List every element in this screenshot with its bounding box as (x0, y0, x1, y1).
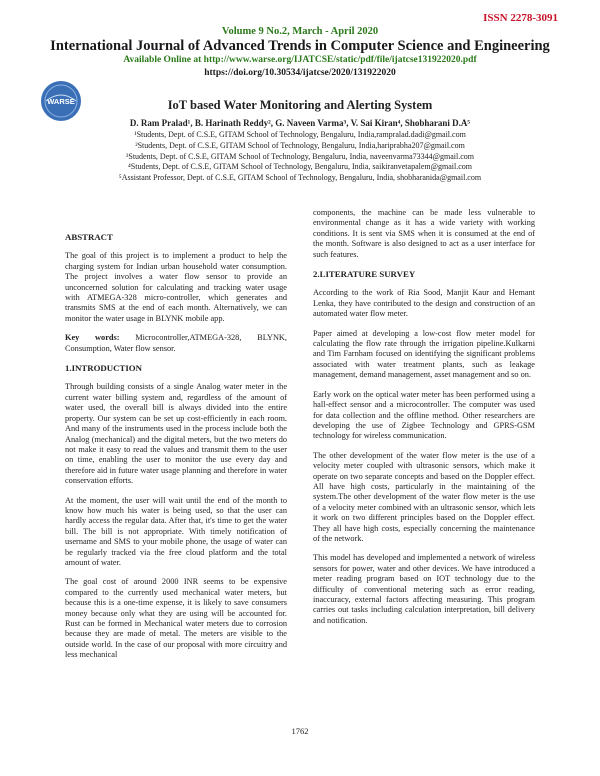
doi-link[interactable]: https://doi.org/10.30534/ijatcse/2020/131922020 (204, 68, 396, 78)
keywords (65, 333, 287, 354)
abstract-text: The goal of this project is to implement a product to help the charging system for Indian urban household water consumption. The project involves a water flow sensor to provide an unconcerned solution for calculating and tracking water usage with ATMEGA-328 micro-controller, which generates and transmits SMS at the end of each month. Alternatively, we can monitor the water usage in BLYNK mobile app. (65, 251, 287, 323)
issn-label: ISSN 2278-3091 (483, 12, 558, 24)
right-column (313, 208, 535, 635)
intro-paragraph-3: The goal cost of around 2000 INR seems to be expensive compared to the currently used mechanical water meters, but because this is a one-time expense, it is likely to save consumers money because only what they are using will be accounted for. Rust can be formed in Mechanical water meters due to corrosion because they are made of metal. The meters are visible to the outside world. In the case of our proposal with more circuitry and less mechanical (65, 577, 287, 660)
affiliation-3: ³Students, Dept. of C.S.E, GITAM School of Technology, Bengaluru, India, naveenvarma73344@gmail.com (125, 151, 475, 161)
literature-paragraph-3: Early work on the optical water meter has been performed using a hall-effect sensor and a microcontroller. The computer was used for data collection and the offline method. Other researchers are developing the use of Zigbee Technology and GPRS-GSM technology for wireless communication. (313, 389, 535, 441)
availability-link[interactable]: Available Online at http://www.warse.org/IJATCSE/static/pdf/file/ijatcse131922020.pdf (123, 55, 477, 65)
literature-paragraph-4: The other development of the water flow meter is the use of a velocity meter coupled with ultrasonic sensors, which make it operate on two separate concepts and based on the Doppler effect. All have high costs, particularly in the maintaining of the system.The other development of the water flow meter is the use of a velocity meter combined with an ultrasonic sensor, which lets it work on two different principles based on the Doppler effect. They all have high costs, especially concerning the maintenance of the network. (313, 450, 535, 543)
intro-paragraph-2: At the moment, the user will wait until the end of the month to know how much his water is being used, so that the user can hardly access the regular data. After that, it's time to get the water bill. The bill is not appropriate. With timely notification of username and SMS to your mobile phone, the usage of water can be regularly tracked via the free cloud platform and the total amount of water. (65, 495, 287, 567)
author-list: D. Ram Pralad¹, B. Harinath Reddy², G. Naveen Varma³, V. Sai Kiran⁴, Shobharani D.A⁵ (129, 118, 471, 128)
page-number: 1762 (291, 726, 309, 736)
journal-title: International Journal of Advanced Trends in Computer Science and Engineering (50, 38, 550, 54)
paper-title: IoT based Water Monitoring and Alerting System (167, 98, 433, 112)
abstract-heading: ABSTRACT (65, 232, 113, 242)
intro-paragraph-1: Through building consists of a single Analog water meter in the current water billing system and, regardless of the amount of water used, the overall bill is always divided into the entire property. Our system can be set up cost-efficiently in each room. And many of the instruments used in the process include both the Analog (mechanical) and the digital meters, but the two meters do not make it easy to read the values and transmit them to the user on time, enabling the user to monitor the use every day and therefore aid in future water usage planning and therefore in water conservation efforts. (65, 382, 287, 486)
keywords-text: Microcontroller,ATMEGA-328, BLYNK, Consumption, Water flow sensor. (65, 333, 287, 353)
affiliations (60, 130, 540, 184)
literature-paragraph-2: Paper aimed at developing a low-cost flow meter model for calculating the flow rate through the irrigation pipeline.Kulkarni and Tim Farnham focused on identifying the significant problems associated with water treatment plants, such as leakage management, demand management, asset management and so on. (313, 328, 535, 380)
affiliation-1: ¹Students, Dept. of C.S.E, GITAM School of Technology, Bengaluru, India,rampralad.dadi@gmail.com (134, 130, 466, 139)
left-column (65, 232, 287, 670)
literature-paragraph-5: This model has developed and implemented a network of wireless sensors for power, water and other devices. We have introduced a meter reading program based on IOT technology due to the difficulty of conventional metering such as error reading, inaccuracy, external factors affecting measuring. This program carries out tasks including calculation interpretation, bill delivery and notification. (313, 553, 535, 625)
affiliation-4: ⁴Students, Dept. of C.S.E, GITAM School of Technology, Bengaluru, India, saikiranvetapalem@gmail.com (127, 162, 472, 172)
volume-line: Volume 9 No.2, March - April 2020 (221, 26, 379, 37)
introduction-heading: 1.INTRODUCTION (65, 363, 142, 374)
intro-continuation: components, the machine can be made less vulnerable to environmental change as it has a wide variety with working conditions. It is sent via SMS when it is consumed at the end of the month. Software is also designed to act as a user interface for such features. (313, 208, 535, 259)
literature-heading: 2.LITERATURE SURVEY (313, 269, 416, 280)
affiliation-2: ²Students, Dept. of C.S.E, GITAM School of Technology, Bengaluru, India,hariprabha207@gmail.com (135, 140, 465, 150)
affiliation-5: ⁵Assistant Professor, Dept. of C.S.E, GITAM School of Technology, Bengaluru, India, shobharanida@gmail.com (118, 173, 482, 183)
literature-paragraph-1: According to the work of Ria Sood, Manjit Kaur and Hemant Lenka, they have contributed to the design and construction of an automated water flow meter. (313, 288, 535, 319)
logo-text: WARSE (47, 97, 75, 106)
keywords-label: Key words: (65, 333, 120, 343)
